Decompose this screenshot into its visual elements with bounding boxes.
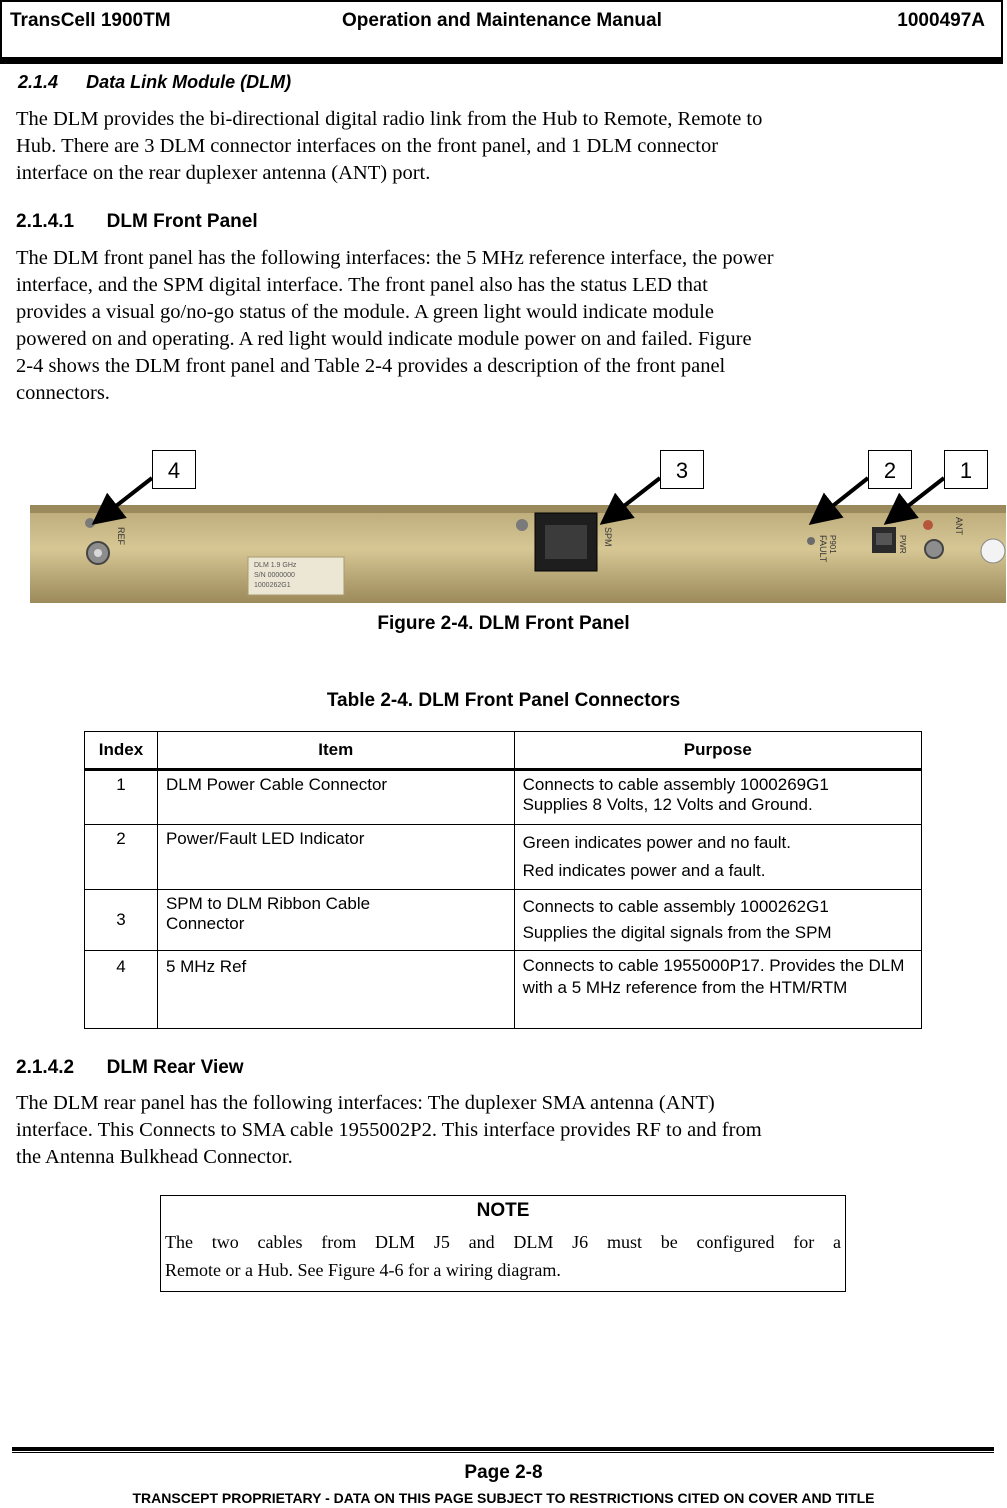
purpose-line: Connects to cable assembly 1000269G1 [522,775,829,794]
callout-arrow-3 [606,478,660,520]
callout-2: 2 [868,450,912,489]
table-title: Table 2-4. DLM Front Panel Connectors [326,690,681,711]
paragraph-line: powered on and operating. A red light would indicate module power on and failed. Figure [16,328,752,350]
row-item: DLM Power Cable Connector [157,770,514,825]
row-index: 4 [85,951,158,1029]
intro-line: interface on the rear duplexer antenna (ANT) port. [16,162,431,184]
paragraph-line: connectors. [16,382,110,404]
row-purpose [514,770,921,825]
table-row [85,825,922,890]
note-line: Remote or a Hub. See Figure 4-6 for a wiring diagram. [165,1260,561,1280]
sticker-line: DLM 1.9 GHz [254,562,297,569]
page-number: Page 2-8 [464,1462,543,1483]
rear-view-number: 2.1.4.2 [16,1057,75,1078]
front-panel-heading [16,211,258,233]
ref-label: REF [116,527,126,545]
front-panel-title: DLM Front Panel [106,211,258,232]
table-row [85,770,922,825]
intro-line: The DLM provides the bi-directional digital radio link from the Hub to Remote, Remote to [16,108,763,130]
row-index: 1 [85,770,158,825]
rear-view-paragraph [16,1090,1001,1171]
paragraph-line: provides a visual go/no-go status of the module. A green light would indicate module [16,301,715,323]
ant-connector [925,540,943,558]
paragraph-line: interface. This Connects to SMA cable 1955002P2. This interface provides RF to and from [16,1119,762,1141]
col-header-index: Index [85,732,158,770]
footer-rule [12,1447,994,1451]
connectors-table [84,731,922,1029]
figure-caption: Figure 2-4. DLM Front Panel [377,613,630,634]
row-index: 2 [85,825,158,890]
section-heading [18,72,291,93]
spm-label: SPM [603,527,613,547]
callout-3: 3 [660,450,704,489]
note-title: NOTE [476,1200,530,1221]
callout-1: 1 [944,450,988,489]
row-purpose [514,951,921,1029]
callout-4: 4 [152,450,196,489]
header-doc-number: 1000497A [897,10,985,31]
intro-line: Hub. There are 3 DLM connector interfaces on the front panel, and 1 DLM connector [16,135,719,157]
front-panel-number: 2.1.4.1 [16,211,75,232]
col-header-item: Item [157,732,514,770]
callout-arrow-4 [98,478,152,520]
row-purpose [514,825,921,890]
panel-handle [981,539,1005,563]
row-item: SPM to DLM Ribbon Cable Connector [157,890,514,951]
row-item: Power/Fault LED Indicator [157,825,514,890]
section-title: Data Link Module (DLM) [86,72,292,92]
purpose-line: Connects to cable 1955000P17. Provides the DLM with a 5 MHz reference from the HTM/RTM [522,956,905,997]
purpose-line: Green indicates power and no fault. [522,833,791,852]
section-intro [16,106,1001,187]
header-product: TransCell 1900TM [10,10,171,31]
table-row [85,890,922,951]
footer-rule-thin [12,1452,994,1453]
purpose-line: Supplies 8 Volts, 12 Volts and Ground. [522,795,813,814]
sticker-line: S/N 0000000 [254,572,295,579]
fault-sub-label: P901 [828,535,837,554]
callout-arrow-2 [815,478,868,520]
sticker-line: 1000262G1 [254,582,291,589]
header-title: Operation and Maintenance Manual [342,10,662,31]
note-box [160,1195,846,1292]
proprietary-notice: TRANSCEPT PROPRIETARY - DATA ON THIS PAGE SUBJECT TO RESTRICTIONS CITED ON COVER AND TITLE [132,1490,875,1506]
fault-label: FAULT [818,535,828,563]
section-number: 2.1.4 [18,72,59,92]
col-header-purpose: Purpose [514,732,921,770]
paragraph-line: interface, and the SPM digital interface. The front panel also has the status LED that [16,274,708,296]
purpose-line: Connects to cable assembly 1000262G1 [522,897,829,916]
paragraph-line: The DLM rear panel has the following interfaces: The duplexer SMA antenna (ANT) [16,1092,715,1114]
purpose-line: Supplies the digital signals from the SPM [522,923,832,942]
paragraph-line: 2-4 shows the DLM front panel and Table 2-4 provides a description of the front panel [16,355,726,377]
table-row [85,951,922,1029]
header-rule [2,57,1001,62]
rear-view-heading [16,1057,244,1079]
purpose-line: Red indicates power and a fault. [522,861,766,880]
front-panel-paragraph [16,245,1006,407]
row-purpose [514,890,921,951]
note-line: The two cables from DLM J5 and DLM J6 must be configured for a [165,1232,841,1252]
ref-connector-pin [94,549,102,557]
row-item: 5 MHz Ref [157,951,514,1029]
pwr-label: PWR [898,535,907,554]
rear-view-title: DLM Rear View [106,1057,244,1078]
paragraph-line: the Antenna Bulkhead Connector. [16,1146,293,1168]
table-header-row [85,732,922,770]
ant-label: ANT [954,517,964,535]
row-index: 3 [85,890,158,951]
paragraph-line: The DLM front panel has the following interfaces: the 5 MHz reference interface, the power [16,247,774,269]
page-header [0,0,1003,64]
